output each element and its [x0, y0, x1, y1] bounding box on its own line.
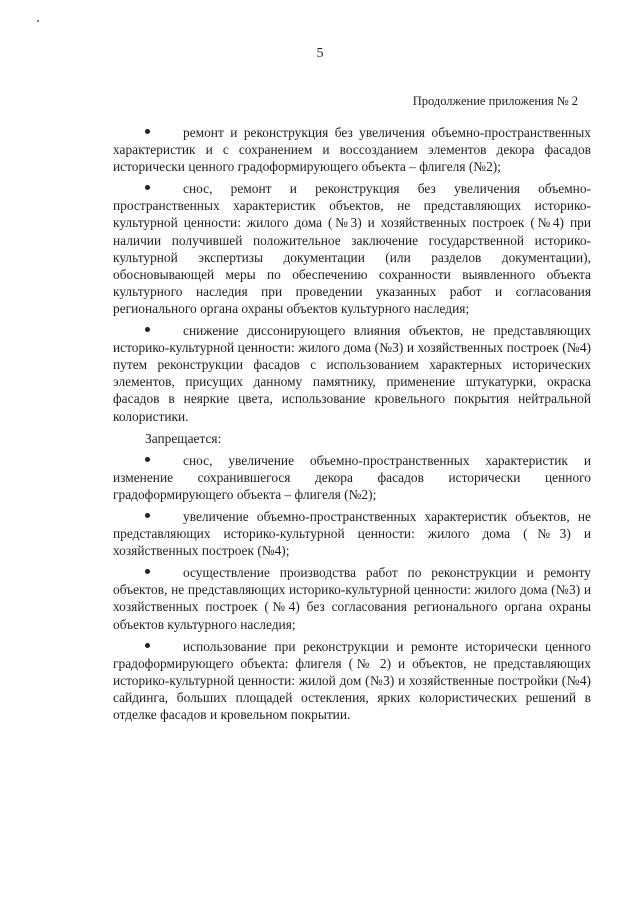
bullet-icon — [145, 457, 150, 462]
list-item: ремонт и реконструкция без увеличения объемно-пространственных характеристик и с сохранением и воссозданием элементов декора фасадов исторически ценного градоформирующего объекта – флигеля (№2); — [113, 125, 591, 175]
list-item: использование при реконструкции и ремонте исторически ценного градоформирующего объекта: флигеля (№ 2) и объектов, не представляющих историко-культурной ценности: жилой дом (№3) и хозяйственные постройки (№4) сайдинга, больших площадей остекления, ярких колористических решений в отделке фасадов и кровельном покрытии. — [113, 638, 591, 722]
list-item: снос, увеличение объемно-пространственных характеристик и изменение сохранившегося декора фасадов исторически ценного градоформирующего объекта – флигеля (№2); — [113, 452, 591, 502]
list-item: увеличение объемно-пространственных характеристик объектов, не представляющих историко-культурной ценности: жилого дома (№3) и хозяйственных построек (№4); — [113, 508, 591, 559]
bullet-icon — [145, 129, 150, 134]
bullet-icon — [145, 327, 150, 332]
prohibited-heading: Запрещается: — [145, 430, 222, 446]
document-body — [113, 124, 591, 728]
list-item: снижение диссонирующего влияния объектов, не представляющих историко-культурной ценности: жилого дома (№3) и хозяйственных построек (№4) путем реконструкции фасадов с использованием характерных исторических элементов, присущих данному памятнику, применение штукатурки, окраска фасадов в неяркие цвета, использование кровельного покрытия нейтральной колористики. — [113, 323, 591, 424]
bullet-icon — [145, 513, 150, 518]
list-item: осуществление производства работ по реконструкции и ремонту объектов, не представляющих историко-культурной ценности: жилого дома (№3) и хозяйственных построек (№4) без согласования регионального органа охраны объектов культурного наследия; — [113, 565, 591, 632]
appendix-note: Продолжение приложения № 2 — [412, 94, 578, 108]
bullet-icon — [145, 569, 150, 574]
page-number: 5 — [316, 46, 324, 61]
bullet-icon — [145, 643, 150, 648]
list-item: снос, ремонт и реконструкция без увеличения объемно-пространственных характеристик объектов, не представляющих историко-культурной ценности: жилого дома (№3) и хозяйственных построек (№4) при наличии получившей положительное заключение государственной историко-культурной экспертизы документации (или разделов документации), обосновывающей меры по обеспечению сохранности выявленного объекта культурного наследия при проведении указанных работ и согласования регионального органа охраны объектов культурного наследия; — [113, 181, 591, 316]
scan-speck — [37, 20, 39, 22]
bullet-icon — [145, 185, 150, 190]
